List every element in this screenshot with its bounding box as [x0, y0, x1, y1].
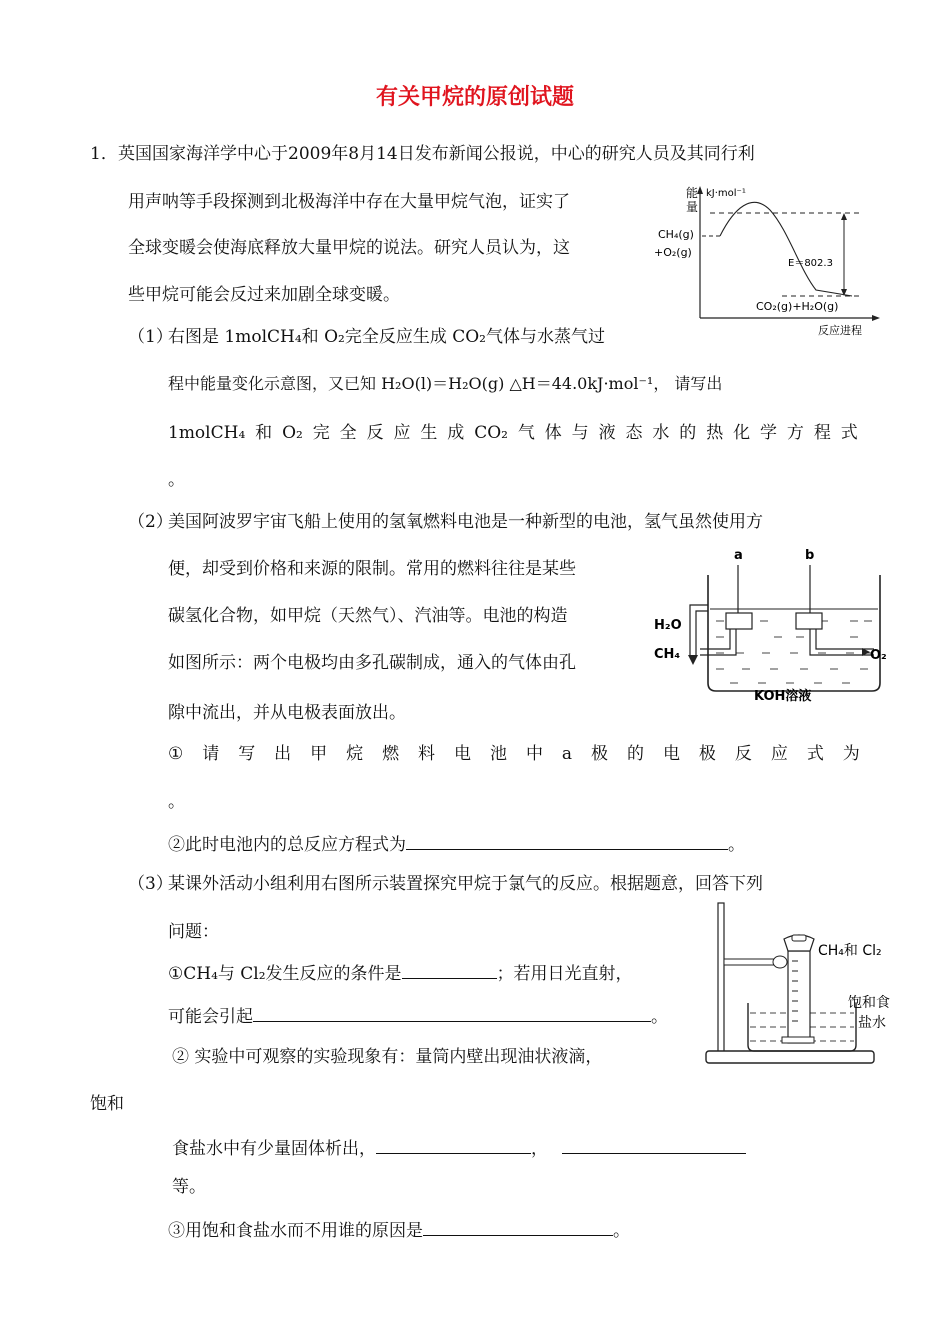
part-3-question-a [168, 960, 633, 986]
justified-char: 的 [626, 744, 644, 764]
justified-char: 池 [489, 744, 507, 764]
stand-base [706, 1051, 874, 1063]
page-title: 有关甲烷的原创试题 [375, 85, 574, 110]
justified-char: 与 [571, 423, 589, 443]
energy-arrow-up [841, 213, 847, 220]
justified-char: 水 [652, 423, 670, 443]
y-label-2: 量 [686, 200, 699, 214]
part-3-line-2: 问题： [168, 922, 219, 942]
intro-line-2: 用声呐等手段探测到北极海洋中存在大量甲烷气泡，证实了 [128, 192, 570, 212]
electrolyte-label: KOH溶液 [754, 689, 812, 704]
reactant-label-2: +O₂(g) [654, 246, 692, 259]
justified-char: 和 [255, 423, 273, 443]
intro-line-3: 全球变暖会使海底释放大量甲烷的说法。研究人员认为，这 [128, 238, 570, 258]
question-b-text: ②此时电池内的总反应方程式为 [168, 835, 406, 855]
part-2-line-5: 隙中流出，并从电极表面放出。 [168, 703, 406, 723]
unit-label: kJ·mol⁻¹ [706, 188, 746, 199]
justified-char: 应 [770, 744, 788, 764]
justified-char: 请 [202, 744, 220, 764]
water-arrow [688, 655, 698, 665]
part-3-question-b-3 [172, 1135, 746, 1161]
justified-char: 式 [806, 744, 824, 764]
electrode-a-label: a [734, 548, 743, 563]
justified-char: 成 [447, 423, 465, 443]
part-2-line-3: 碳氢化合物，如甲烷（天然气）、汽油等。电池的构造 [168, 606, 568, 626]
part-1-line-3 [168, 421, 858, 445]
justified-char: 程 [813, 423, 831, 443]
justified-char: 学 [760, 423, 778, 443]
justified-char: 气 [517, 423, 535, 443]
methane-label: CH₄ [654, 647, 681, 662]
product-label: CO₂(g)+H₂O(g) [756, 300, 839, 313]
justified-char: 反 [366, 423, 384, 443]
x-axis-arrow [872, 315, 880, 321]
justified-char: 全 [339, 423, 357, 443]
justified-char: 电 [454, 744, 471, 764]
measuring-cylinder [788, 951, 810, 1043]
intro-line-1: 英国国家海洋学中心于2009年8月14日发布新闻公报说，中心的研究人员及其同行利 [118, 144, 755, 164]
justified-char: 的 [679, 423, 697, 443]
part-1-label: （1） [128, 327, 173, 347]
justified-char: 式 [840, 423, 858, 443]
answer-blank-reason[interactable] [423, 1217, 613, 1236]
stopper-top [792, 935, 806, 941]
question-a-end: 。 [651, 1007, 668, 1027]
fuel-cell-diagram [650, 545, 890, 705]
part-1-line-2: 程中能量变化示意图，又已知 H₂O(l)＝H₂O(g) △H＝44.0kJ·mol⁻¹， 请写出 [168, 374, 723, 393]
justified-char: 液 [598, 423, 616, 443]
justified-char: 应 [393, 423, 411, 443]
electrode-a [726, 613, 752, 629]
answer-blank-phenomenon-1[interactable] [376, 1135, 531, 1154]
justified-char: 中 [525, 744, 543, 764]
justified-char: 写 [238, 744, 256, 764]
question-c-end: 。 [613, 1221, 630, 1241]
justified-char: 1molCH₄ [168, 423, 246, 443]
clamp-head [773, 956, 787, 968]
part-3-question-b-4: 等。 [172, 1177, 206, 1197]
justified-char: CO₂ [474, 423, 508, 443]
solution-label-2: 盐水 [858, 1015, 886, 1031]
justified-char: 出 [274, 744, 292, 764]
part-2-question-b [168, 831, 745, 857]
energy-curve [720, 202, 852, 296]
justified-char: 料 [418, 744, 436, 764]
cylinder-base [782, 1037, 814, 1043]
justified-char: 反 [734, 744, 752, 764]
justified-char: 电 [662, 744, 680, 764]
energy-diagram [652, 180, 892, 340]
part-2-line-1: 美国阿波罗宇宙飞船上使用的氢氧燃料电池是一种新型的电池，氢气虽然使用方 [168, 512, 763, 532]
question-number: 1． [90, 144, 118, 164]
part-2-line-2: 便，却受到价格和来源的限制。常用的燃料往往是某些 [168, 559, 576, 579]
question-a-text: ①CH₄与 Cl₂发生反应的条件是 [168, 964, 402, 984]
part-3-question-c [168, 1217, 630, 1243]
justified-char: 燃 [382, 744, 400, 764]
question-a-text-3: 可能会引起 [168, 1007, 253, 1027]
gas-label: CH₄和 Cl₂ [818, 943, 882, 959]
part-2-line-4: 如图所示：两个电极均由多孔碳制成，通入的气体由孔 [168, 653, 576, 673]
justified-char: O₂ [282, 423, 303, 443]
justified-char: 极 [591, 744, 609, 764]
justified-char: 完 [312, 423, 330, 443]
part-3-question-b-2: 饱和 [90, 1094, 124, 1114]
part-3-label: （3） [128, 874, 173, 894]
part-1-line-1: 右图是 1molCH₄和 O₂完全反应生成 CO₂气体与水蒸气过 [168, 327, 605, 347]
part-2-question-a [168, 742, 860, 766]
reactant-label-1: CH₄(g) [658, 228, 694, 241]
part-1-line-4: 。 [168, 470, 185, 490]
answer-blank-phenomenon-2[interactable] [562, 1135, 746, 1154]
part-2-label: （2） [128, 512, 173, 532]
justified-char: 态 [625, 423, 643, 443]
cell-container [708, 575, 880, 691]
part-3-question-b-1: ② 实验中可观察的实验现象有：量筒内壁出现油状液滴， [172, 1047, 603, 1067]
justified-char: 热 [706, 423, 724, 443]
question-c-text: ③用饱和食盐水而不用谁的原因是 [168, 1221, 423, 1241]
answer-blank-sunlight[interactable] [253, 1003, 651, 1022]
part-3-question-a-2 [168, 1003, 668, 1029]
oxygen-label: O₂ [870, 648, 887, 663]
x-label: 反应进程 [818, 324, 862, 337]
apparatus-diagram [700, 895, 915, 1070]
justified-char: 生 [420, 423, 438, 443]
justified-char: a [561, 744, 573, 764]
question-b-sep: ， [531, 1139, 548, 1159]
part-2-question-a-end: 。 [168, 792, 185, 812]
justified-char: 化 [733, 423, 751, 443]
justified-char: ① [168, 744, 184, 764]
justified-char: 甲 [310, 744, 328, 764]
water-label: H₂O [654, 618, 682, 633]
electrode-b-label: b [805, 548, 815, 563]
question-a-text-2: ；若用日光直射， [496, 964, 633, 984]
intro-line-4: 些甲烷可能会反过来加剧全球变暖。 [128, 285, 400, 305]
question-b-text-3: 食盐水中有少量固体析出， [172, 1139, 376, 1159]
justified-char: 方 [786, 423, 804, 443]
energy-value: E＝802.3 [788, 258, 833, 269]
solution-label-1: 饱和食 [848, 995, 890, 1011]
justified-char: 体 [544, 423, 562, 443]
answer-blank-condition[interactable] [402, 960, 497, 979]
stand-rod [718, 903, 724, 1053]
justified-char: 为 [842, 744, 860, 764]
answer-blank-total-reaction[interactable] [406, 831, 728, 850]
justified-char: 烷 [346, 744, 364, 764]
part-3-line-1: 某课外活动小组利用右图所示装置探究甲烷于氯气的反应。根据题意，回答下列 [168, 874, 763, 894]
question-b-end: 。 [728, 835, 745, 855]
justified-char: 极 [698, 744, 716, 764]
electrode-b [796, 613, 822, 629]
methane-inlet [700, 629, 736, 655]
y-label-1: 能 [686, 186, 699, 200]
